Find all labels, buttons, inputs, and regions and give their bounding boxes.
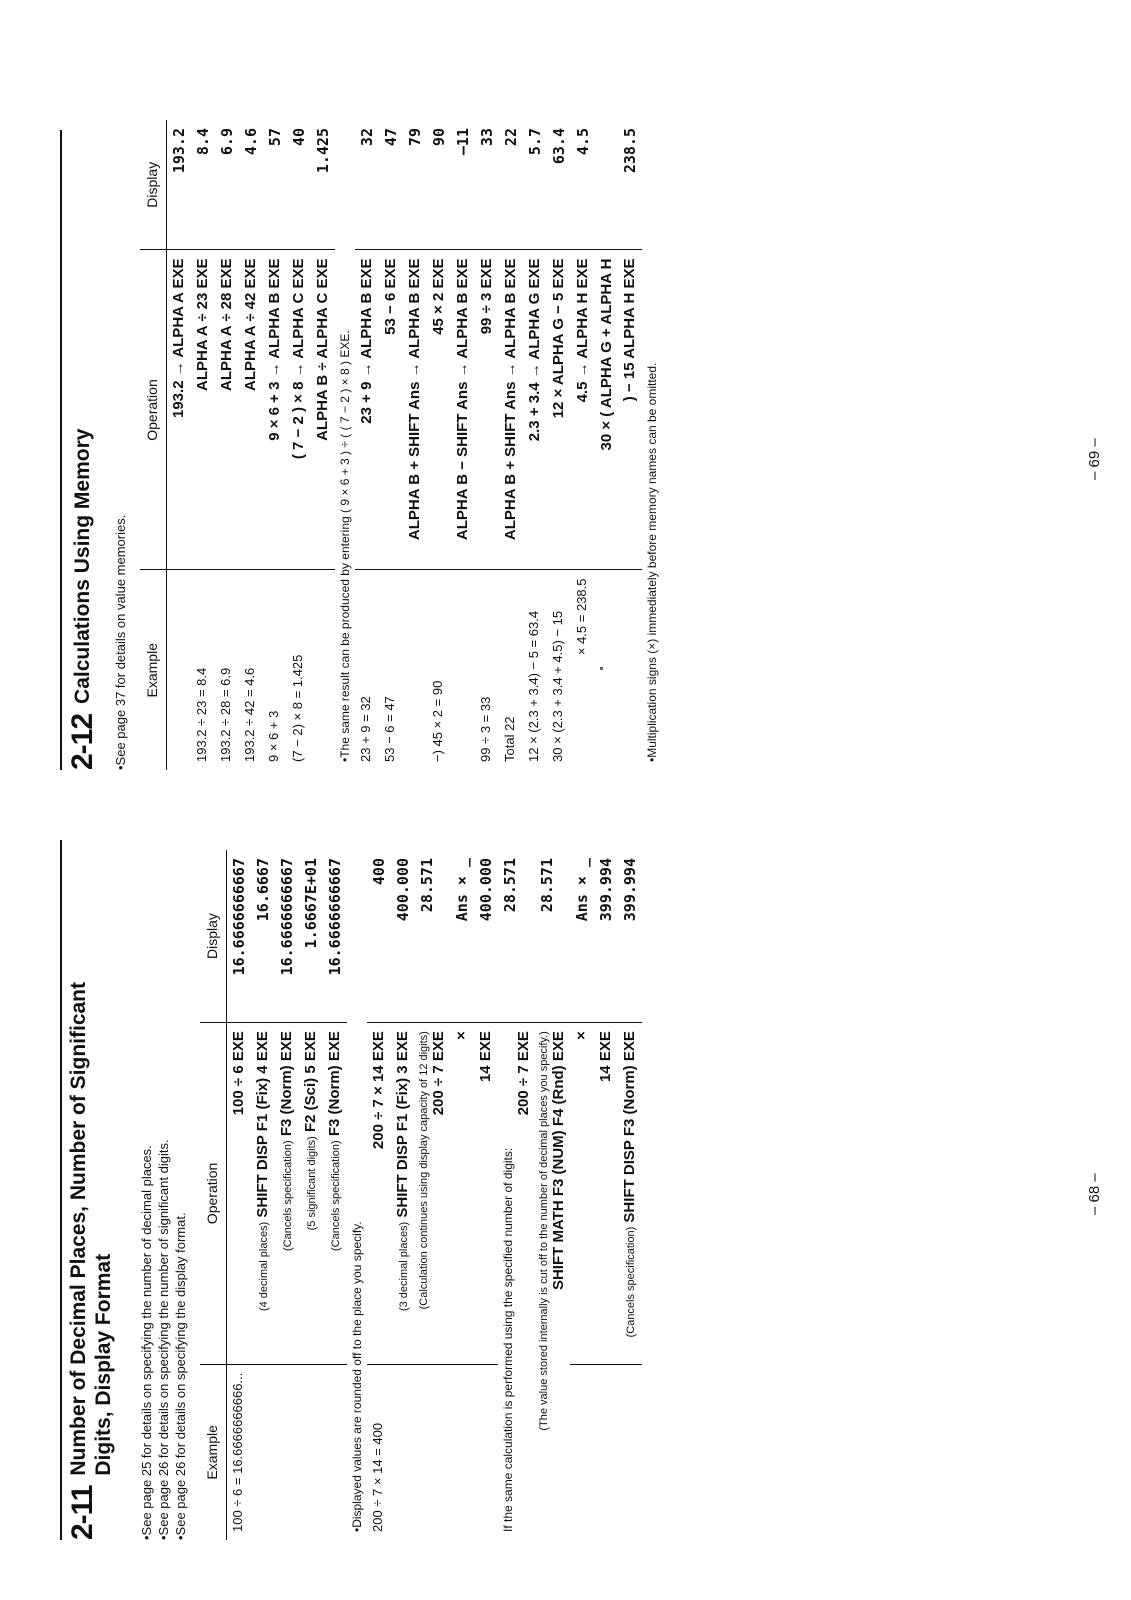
display-cell: 6.9: [215, 120, 239, 250]
display-cell: 90: [427, 120, 451, 250]
operation-cell: 12 × ALPHA G − 5 EXE: [547, 250, 571, 570]
operation-note: (3 decimal places): [398, 1221, 410, 1312]
display-cell: [595, 120, 618, 250]
table-row: [499, 120, 523, 770]
display-cell: 40: [287, 120, 311, 250]
scan-speck: [600, 667, 603, 670]
operation-cell: 100 ÷ 6 EXE: [227, 1023, 252, 1365]
table-row: [547, 120, 571, 770]
display-cell: 22: [499, 120, 523, 250]
display-cell: 63.4: [547, 120, 571, 250]
table-note: If the same calculation is performed using the specified number of digits:: [501, 1147, 515, 1532]
operation-cell: 45 × 2 EXE: [427, 250, 451, 570]
operation-cell: 99 ÷ 3 EXE: [475, 250, 499, 570]
display-cell: 16.6667: [251, 850, 275, 1023]
example-cell: 100 ÷ 6 = 16.6666666666...: [230, 1372, 245, 1532]
display-cell: 5.7: [523, 120, 547, 250]
operation-cell: 200 ÷ 7 EXE: [430, 1031, 447, 1116]
table-row: [379, 120, 403, 770]
display-cell: 400.000: [474, 850, 498, 1023]
display-cell: 1.425: [311, 120, 335, 250]
bullet-item: • See page 25 for details on specifying the number of decimal places.: [138, 840, 155, 1540]
table-row: [498, 850, 535, 1540]
display-cell: 16.6666666667: [227, 850, 252, 1023]
display-cell: 33: [475, 120, 499, 250]
operation-cell: ALPHA B ÷ ALPHA C EXE: [311, 250, 335, 570]
operation-cell: SHIFT DISP F1 (Fix) 4 EXE: [254, 1031, 271, 1218]
table-row: [523, 120, 547, 770]
display-cell: Ans × _: [570, 850, 594, 1023]
operation-cell: ) − 15 ALPHA H EXE: [618, 250, 642, 570]
example-cell: [618, 570, 642, 770]
operation-cell: 193.2 → ALPHA A EXE: [167, 250, 192, 570]
operation-cell: F3 (Norm) EXE: [278, 1031, 295, 1137]
operation-cell: F2 (Sci) 5 EXE: [302, 1031, 319, 1133]
table-row: [594, 850, 618, 1540]
table-row: [263, 120, 287, 770]
table-row: [367, 850, 391, 1540]
table-row: [239, 120, 263, 770]
display-cell: 79: [403, 120, 427, 250]
display-cell: 238.5: [618, 120, 642, 250]
example-cell: 193.2 ÷ 42 = 4.6: [242, 667, 257, 762]
table-row: [415, 850, 450, 1540]
example-cell: (7 − 2) × 8 = 1.425: [290, 654, 305, 762]
example-cell: [451, 570, 475, 770]
operation-cell: ALPHA A ÷ 28 EXE: [215, 250, 239, 570]
table-note: •Displayed values are rounded off to the place you specify.: [350, 1221, 364, 1532]
display-cell: 28.571: [415, 850, 450, 1023]
table-row: [570, 850, 594, 1540]
section-header-2-11: [60, 840, 116, 1540]
table-row: [275, 850, 299, 1540]
table-row: [227, 850, 252, 1540]
display-cell: 399.994: [594, 850, 618, 1023]
section-title: [66, 982, 116, 1476]
display-cell: 57: [263, 120, 287, 250]
display-cell: 193.2: [167, 120, 192, 250]
operation-cell: ALPHA B − SHIFT Ans → ALPHA B EXE: [451, 250, 475, 570]
display-cell: 28.571: [535, 850, 570, 1023]
bullet-item: • See page 26 for details on specifying the display format.: [172, 840, 189, 1540]
operation-cell: 200 ÷ 7 EXE: [515, 1031, 532, 1116]
display-cell: 16.6666666667: [275, 850, 299, 1023]
operation-note: (The value stored internally is cut off to the number of decimal places you specify.): [538, 1031, 550, 1431]
example-cell: × 4.5 = 238.5: [574, 578, 589, 656]
operation-cell: 53 − 6 EXE: [379, 250, 403, 570]
table-row: [451, 120, 475, 770]
footnote: •Multiplication signs (×) immediately before memory names can be omitted.: [645, 362, 659, 762]
operation-cell: SHIFT DISP F3 (Norm) EXE: [621, 1031, 638, 1223]
table-row: [191, 120, 215, 770]
table-row: [571, 120, 595, 770]
operation-cell: SHIFT MATH F3 (NUM) F4 (Rnd) EXE: [550, 1031, 567, 1291]
bullet-list: [138, 840, 189, 1540]
table-row: [335, 120, 355, 770]
example-cell: 23 + 9 = 32: [358, 696, 373, 762]
table-row: [450, 850, 474, 1540]
example-cell: 12 × (2.3 + 3.4) − 5 = 63.4: [526, 610, 541, 762]
operation-cell: ALPHA A ÷ 23 EXE: [191, 250, 215, 570]
example-cell: 30 × (2.3 + 3.4 + 4.5) − 15: [550, 610, 565, 762]
operation-note: (4 decimal places): [258, 1221, 270, 1312]
table-row: [167, 120, 192, 770]
operation-cell: 4.5 → ALPHA H EXE: [571, 250, 595, 570]
operation-cell: 30 × ( ALPHA G + ALPHA H: [595, 250, 618, 570]
col-header-display: Display: [140, 120, 167, 250]
table-row: [475, 120, 499, 770]
example-cell: 9 × 6 + 3: [266, 710, 281, 762]
col-header-example: Example: [200, 1364, 227, 1540]
display-cell: 28.571: [498, 850, 535, 1023]
page-68: [0, 800, 1131, 1600]
operation-cell: ( 7 − 2 ) × 8 → ALPHA C EXE: [287, 250, 311, 570]
bullet-item: • See page 37 for details on value memories.: [112, 130, 129, 770]
operation-note: (Cancels specification): [330, 1140, 342, 1251]
table-row: [323, 850, 347, 1540]
table-row: [403, 120, 427, 770]
operation-cell: 23 + 9 → ALPHA B EXE: [355, 250, 379, 570]
table-row: [427, 120, 451, 770]
table-row: [355, 120, 379, 770]
table-row: [215, 120, 239, 770]
operation-cell: 2.3 + 3.4 → ALPHA G EXE: [523, 250, 547, 570]
display-cell: 399.994: [618, 850, 642, 1023]
example-cell: [403, 570, 427, 770]
col-header-example: Example: [140, 570, 167, 770]
operation-cell: ×: [450, 1023, 474, 1365]
display-cell: 32: [355, 120, 379, 250]
table-note: •The same result can be produced by entering ( 9 × 6 + 3 ) ÷ ( ( 7 − 2 ) × 8 ) EXE.: [338, 330, 352, 762]
col-header-operation: Operation: [200, 1023, 227, 1365]
display-cell: 1.6667E+01: [299, 850, 323, 1023]
table-row: [347, 850, 367, 1540]
table-row: [474, 850, 498, 1540]
operation-cell: ALPHA B + SHIFT Ans → ALPHA B EXE: [499, 250, 523, 570]
example-cell: 193.2 ÷ 28 = 6.9: [218, 667, 233, 762]
bullet-item: • See page 26 for details on specifying the number of significant digits.: [155, 840, 172, 1540]
display-cell: 400.000: [391, 850, 415, 1023]
table-header-row: [140, 120, 167, 770]
display-cell: 4.6: [239, 120, 263, 250]
example-cell: [595, 570, 618, 770]
operation-cell: SHIFT DISP F1 (Fix) 3 EXE: [394, 1031, 411, 1218]
operation-cell: ALPHA A ÷ 42 EXE: [239, 250, 263, 570]
bullet-list: [112, 130, 129, 770]
calc-table-2-12: [140, 120, 662, 770]
operation-cell: 9 × 6 + 3 → ALPHA B EXE: [263, 250, 287, 570]
operation-note: (Calculation continues using display capacity of 12 digits): [418, 1031, 430, 1310]
operation-note: (5 significant digits): [306, 1136, 318, 1231]
table-row: [391, 850, 415, 1540]
section-header-2-12: [60, 130, 100, 770]
page-number: – 69 –: [1086, 438, 1103, 480]
col-header-operation: Operation: [140, 250, 167, 570]
display-cell: –11: [451, 120, 475, 250]
table-row: [311, 120, 335, 770]
operation-cell: 200 ÷ 7 × 14 EXE: [367, 1023, 391, 1365]
example-cell: 193.2 ÷ 23 = 8.4: [194, 667, 209, 762]
calc-table-2-11: [200, 850, 642, 1540]
example-cell: 53 − 6 = 47: [382, 696, 397, 762]
table-row: [251, 850, 275, 1540]
table-header-row: [200, 850, 227, 1540]
display-cell: Ans × _: [450, 850, 474, 1023]
operation-cell: 14 EXE: [474, 1023, 498, 1365]
example-cell: Total 22: [502, 716, 517, 762]
table-row: [618, 850, 642, 1540]
section-title-line2: Digits, Display Format: [92, 1253, 115, 1476]
example-cell: [167, 570, 192, 770]
example-cell: 99 ÷ 3 = 33: [478, 696, 493, 762]
table-row: [287, 120, 311, 770]
operation-cell: ALPHA B + SHIFT Ans → ALPHA B EXE: [403, 250, 427, 570]
table-row: [535, 850, 570, 1540]
operation-note: (Cancels specification): [625, 1226, 637, 1338]
section-number: 2-11: [66, 1485, 99, 1540]
display-cell: 16.6666666667: [323, 850, 347, 1023]
section-number: 2-12: [66, 713, 99, 770]
table-row: [299, 850, 323, 1540]
example-cell: 200 ÷ 7 × 14 = 400: [370, 1422, 385, 1532]
table-row: [595, 120, 618, 770]
display-cell: 47: [379, 120, 403, 250]
display-cell: 400: [367, 850, 391, 1023]
operation-cell: F3 (Norm) EXE: [326, 1031, 343, 1137]
table-row: [618, 120, 642, 770]
operation-cell: ×: [570, 1023, 594, 1365]
page-number: – 68 –: [1086, 1173, 1103, 1215]
example-cell: −) 45 × 2 = 90: [430, 680, 445, 762]
display-cell: 8.4: [191, 120, 215, 250]
section-title: Calculations Using Memory: [71, 428, 94, 704]
operation-cell: 14 EXE: [594, 1023, 618, 1365]
section-title-line1: Number of Decimal Places, Number of Significant: [67, 981, 90, 1476]
col-header-display: Display: [200, 850, 227, 1023]
operation-note: (Cancels specification): [282, 1140, 294, 1251]
display-cell: 4.5: [571, 120, 595, 250]
table-row: [642, 120, 662, 770]
example-cell: [311, 570, 335, 770]
